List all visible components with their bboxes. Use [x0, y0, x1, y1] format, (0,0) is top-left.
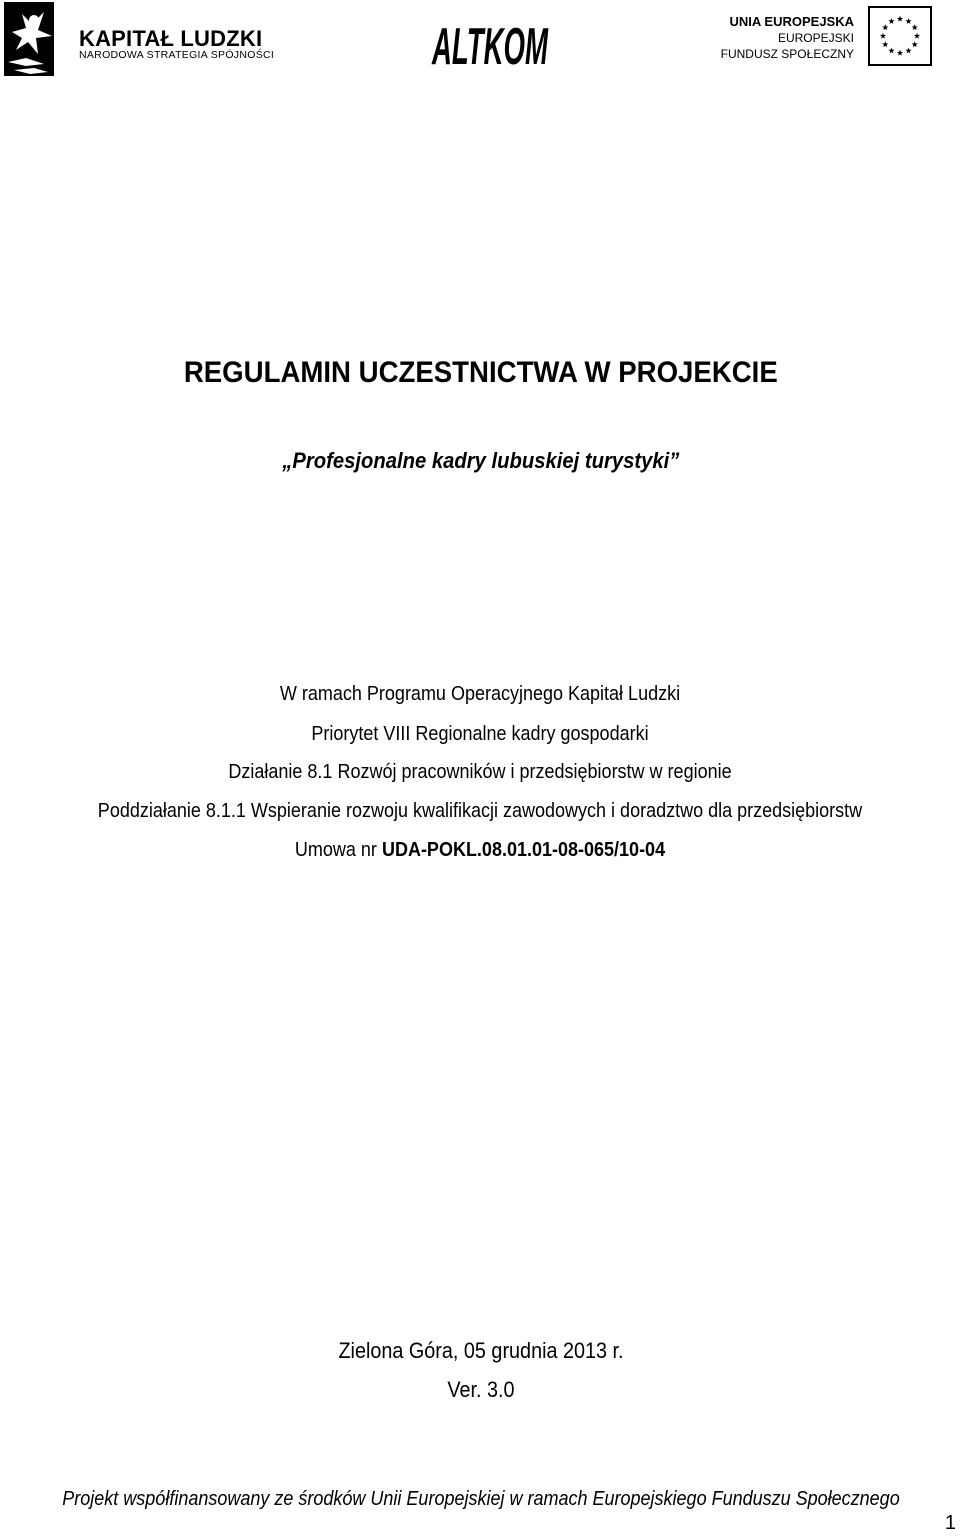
eu-star-icon [880, 33, 886, 39]
eu-star-icon [888, 18, 894, 24]
kapital-ludzki-logo [4, 2, 275, 76]
eu-star-icon [905, 18, 911, 24]
program-line: W ramach Programu Operacyjnego Kapitał Ludzki [279, 683, 681, 705]
action-line: Działanie 8.1 Rozwój pracowników i przedsiębiorstw w regionie [228, 761, 732, 783]
eu-star-icon [882, 41, 888, 47]
eu-star-icon [912, 24, 918, 30]
altkom-logo [430, 14, 552, 76]
eu-logo [720, 6, 932, 68]
eu-line-3: FUNDUSZ SPOŁECZNY [720, 47, 854, 61]
contract-prefix: Umowa nr [294, 839, 382, 861]
version: Ver. 3.0 [447, 1377, 515, 1402]
eu-line-1: UNIA EUROPEJSKA [729, 14, 854, 29]
svg-text:ALTKOM: ALTKOM [430, 18, 549, 76]
eu-star-icon [905, 48, 911, 54]
project-name: „Profesjonalne kadry lubuskiej turystyki” [282, 448, 680, 473]
kapital-ludzki-subtitle: NARODOWA STRATEGIA SPÓJNOŚCI [79, 49, 275, 61]
eu-star-icon [914, 33, 920, 39]
contract-number: UDA-POKL.08.01.01-08-065/10-04 [381, 839, 666, 861]
kapital-ludzki-title: KAPITAŁ LUDZKI [79, 26, 263, 51]
page-number: 1 [944, 1512, 956, 1534]
subaction-line: Poddziałanie 8.1.1 Wspieranie rozwoju kwalifikacji zawodowych i doradztwo dla przedsiębiorstw [97, 800, 863, 822]
footer-cofinancing-note: Projekt współfinansowany ze środków Unii Europejskiej w ramach Europejskiego Funduszu Społecznego [62, 1488, 900, 1510]
document-title: REGULAMIN UCZESTNICTWA W PROJEKCIE [183, 356, 778, 389]
eu-star-icon [888, 48, 894, 54]
eu-flag-icon [868, 6, 932, 66]
eu-star-icon [897, 50, 903, 56]
eu-logo-text [721, 14, 854, 62]
kapital-ludzki-emblem-icon [4, 2, 62, 76]
contract-line [48, 839, 912, 862]
altkom-logo-icon [430, 14, 552, 76]
place-date: Zielona Góra, 05 grudnia 2013 r. [338, 1338, 624, 1363]
eu-line-2: EUROPEJSKI [777, 31, 854, 45]
eu-star-icon [912, 41, 918, 47]
eu-star-icon [897, 16, 903, 22]
eu-star-icon [882, 24, 888, 30]
priority-line: Priorytet VIII Regionalne kadry gospodarki [311, 723, 649, 745]
